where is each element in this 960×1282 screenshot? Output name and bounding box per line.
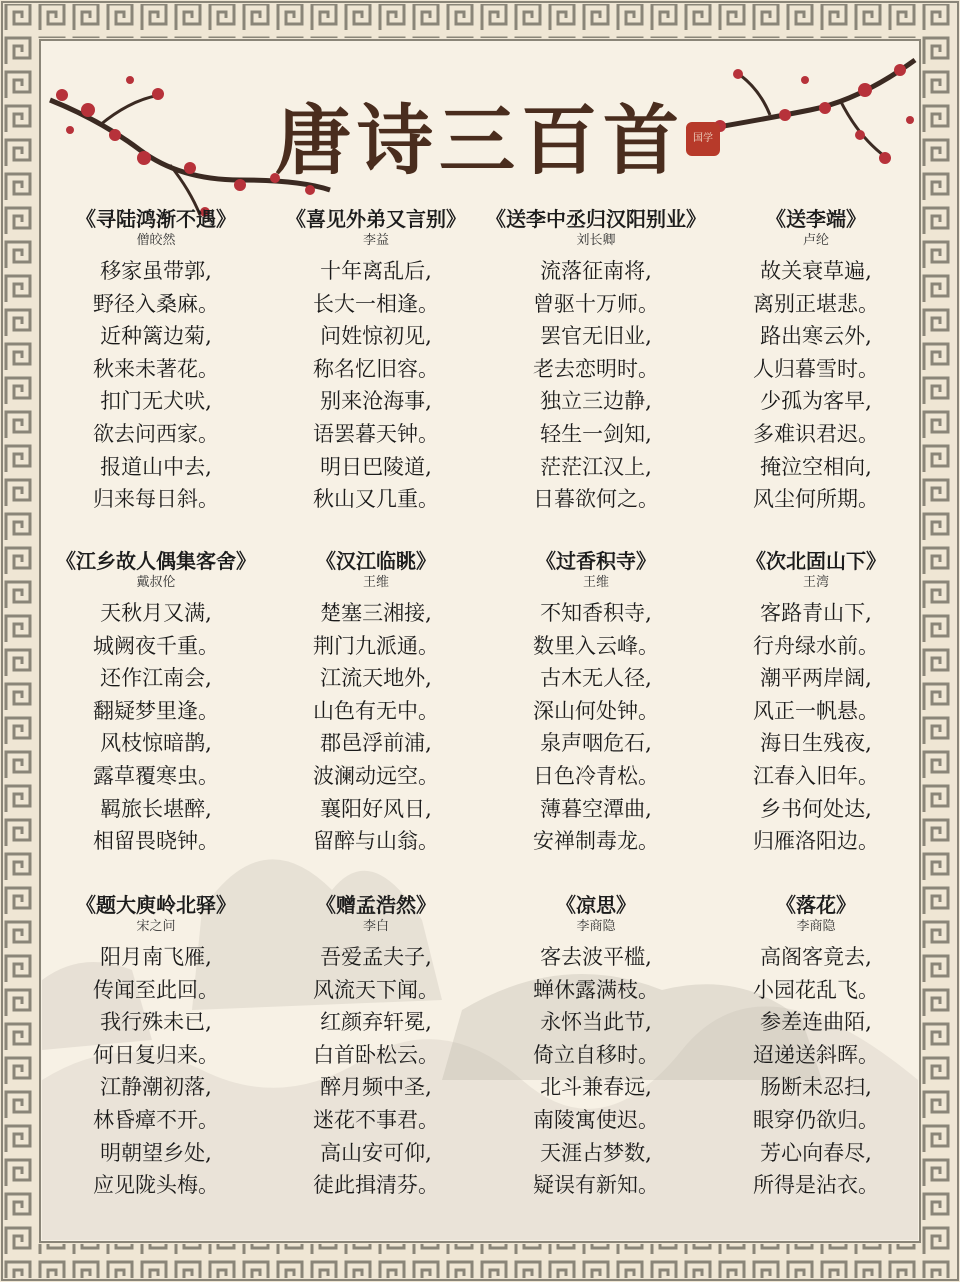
poem-line: 还作江南会, [100,666,212,691]
poem-line: 翻疑梦里逢。 [93,698,219,723]
poem-author: 李商隐 [576,919,616,934]
poem-author: 王维 [362,575,389,590]
poem-line: 客去波平槛, [540,945,652,969]
poem-card [476,892,716,1202]
poem-line: 徒此揖清芬。 [313,1173,439,1198]
poem-title: 《送李中丞归汉阳别业》 [486,207,706,231]
poem-line: 曾驱十万师。 [533,291,659,316]
poem-line: 数里入云峰。 [533,633,659,658]
poem-author: 李商隐 [796,919,836,934]
poem-author: 宋之问 [136,919,176,934]
poem-line: 老去恋明时。 [533,356,659,381]
poem-line: 羁旅长堪醉, [100,796,212,821]
poem-lines [696,941,936,1202]
poem-line: 十年离乱后, [320,259,432,283]
poem-line: 波澜动远空。 [313,763,439,788]
poem-line: 日暮欲何之。 [533,487,659,512]
poem-line: 风枝惊暗鹊, [100,731,212,756]
poem-line: 掩泣空相向, [760,454,872,479]
poem-line: 路出寒云外, [760,324,872,349]
poem-line: 肠断未忍扫, [760,1075,872,1100]
poem-title: 《喜见外弟又言别》 [286,207,466,231]
poem-line: 江静潮初落, [100,1075,212,1100]
poem-line: 茫茫江汉上, [540,454,652,479]
poem-line: 海日生残夜, [760,731,872,756]
poem-line: 不知香积寺, [540,601,652,625]
poem-line: 所得是沾衣。 [753,1173,879,1198]
poem-line: 深山何处钟。 [533,698,659,723]
poem-author: 李益 [362,233,389,248]
poem-lines [476,941,716,1202]
poem-lines [256,941,496,1202]
poem-line: 野径入桑麻。 [93,291,219,316]
poem-line: 长大一相逢。 [313,291,439,316]
poem-line: 林昏瘴不开。 [93,1107,219,1132]
poem-line: 相留畏晓钟。 [93,829,219,854]
poem-line: 楚塞三湘接, [320,601,432,625]
page-title: 唐诗三百首 [275,96,685,185]
poem-line: 醉月频中圣, [320,1075,432,1100]
poem-card [36,206,276,516]
poem-line: 襄阳好风日, [320,796,432,821]
poem-line: 风流天下闻。 [313,977,439,1002]
poem-line: 何日复归来。 [93,1042,219,1067]
poem-line: 轻生一剑知, [540,421,652,446]
poem-title: 《过香积寺》 [536,549,656,573]
poem-line: 城阙夜千重。 [93,633,219,658]
poem-line: 高山安可仰, [320,1140,432,1165]
poem-line: 近种篱边菊, [100,324,212,349]
poem-author: 刘长卿 [576,233,616,248]
poem-line: 荆门九派通。 [313,633,439,658]
poem-line: 眼穿仍欲归。 [753,1107,879,1132]
poem-lines [256,255,496,516]
poem-line: 离别正堪悲。 [753,291,879,316]
poem-title: 《寻陆鸿渐不遇》 [76,207,236,231]
poem-line: 明朝望乡处, [100,1140,212,1165]
poem-lines [36,597,276,858]
poem-title: 《凉思》 [556,893,636,917]
poem-author: 王湾 [802,575,829,590]
poem-line: 安禅制毒龙。 [533,829,659,854]
poem-line: 疑误有新知。 [533,1173,659,1198]
poem-card [36,548,276,858]
poem-title: 《送李端》 [766,207,866,231]
poem-line: 称名忆旧容。 [313,356,439,381]
poem-line: 倚立自移时。 [533,1042,659,1067]
red-seal-stamp: 国学 [686,122,720,156]
poem-line: 独立三边静, [540,389,652,414]
poem-lines [696,255,936,516]
poem-line: 故关衰草遍, [760,259,872,283]
poem-line: 归来每日斜。 [93,487,219,512]
poem-author: 僧皎然 [136,233,176,248]
poem-author: 戴叔伦 [136,575,176,590]
poem-lines [36,255,276,516]
poem-title: 《次北固山下》 [746,549,886,573]
poem-author: 卢纶 [802,233,829,248]
poem-line: 移家虽带郭, [100,259,212,283]
poem-line: 迢递送斜晖。 [753,1042,879,1067]
poem-line: 多难识君迟。 [753,421,879,446]
poem-line: 泉声咽危石, [540,731,652,756]
poem-line: 潮平两岸阔, [760,666,872,691]
poem-line: 天涯占梦数, [540,1140,652,1165]
poem-line: 行舟绿水前。 [753,633,879,658]
poem-line: 郡邑浮前浦, [320,731,432,756]
poem-line: 少孤为客早, [760,389,872,414]
poem-line: 高阁客竟去, [760,945,872,969]
poem-line: 阳月南飞雁, [100,945,212,969]
poem-line: 薄暮空潭曲, [540,796,652,821]
poem-line: 日色冷青松。 [533,763,659,788]
poem-line: 明日巴陵道, [320,454,432,479]
poem-line: 永怀当此节, [540,1010,652,1035]
poem-line: 报道山中去, [100,454,212,479]
poem-lines [476,597,716,858]
poem-lines [36,941,276,1202]
poem-line: 扣门无犬吠, [100,389,212,414]
poem-title: 《赠孟浩然》 [316,893,436,917]
poem-line: 应见陇头梅。 [93,1173,219,1198]
poem-card [476,206,716,516]
poem-card [36,892,276,1202]
poem-line: 北斗兼春远, [540,1075,652,1100]
poem-card [256,548,496,858]
poem-author: 李白 [362,919,389,934]
poem-line: 流落征南将, [540,259,652,283]
poem-card [256,206,496,516]
poem-title: 《落花》 [776,893,856,917]
poem-line: 罢官无旧业, [540,324,652,349]
poem-card [696,206,936,516]
poem-line: 芳心向春尽, [760,1140,872,1165]
poem-line: 归雁洛阳边。 [753,829,879,854]
poem-card [696,548,936,858]
poem-line: 吾爱孟夫子, [320,945,432,969]
poem-line: 参差连曲陌, [760,1010,872,1035]
poem-line: 南陵寓使迟。 [533,1107,659,1132]
poem-line: 红颜弃轩冕, [320,1010,432,1035]
poem-line: 古木无人径, [540,666,652,691]
poem-line: 江流天地外, [320,666,432,691]
poem-lines [476,255,716,516]
poem-title: 《江乡故人偶集客舍》 [56,549,256,573]
poem-lines [696,597,936,858]
poem-line: 风正一帆悬。 [753,698,879,723]
poem-card [476,548,716,858]
poem-line: 别来沧海事, [320,389,432,414]
poem-line: 传闻至此回。 [93,977,219,1002]
poem-line: 人归暮雪时。 [753,356,879,381]
poem-line: 秋来未著花。 [93,356,219,381]
poem-author: 王维 [582,575,609,590]
poem-line: 秋山又几重。 [313,487,439,512]
poem-line: 乡书何处达, [760,796,872,821]
poem-line: 我行殊未已, [100,1010,212,1035]
poem-line: 露草覆寒虫。 [93,763,219,788]
poem-line: 留醉与山翁。 [313,829,439,854]
poem-line: 蝉休露满枝。 [533,977,659,1002]
poem-title: 《题大庾岭北驿》 [76,893,236,917]
poem-line: 白首卧松云。 [313,1042,439,1067]
poem-line: 山色有无中。 [313,698,439,723]
poem-line: 江春入旧年。 [753,763,879,788]
poem-line: 客路青山下, [760,601,872,625]
poem-card [696,892,936,1202]
poem-line: 语罢暮天钟。 [313,421,439,446]
poem-line: 小园花乱飞。 [753,977,879,1002]
poem-line: 欲去问西家。 [93,421,219,446]
poem-line: 天秋月又满, [100,601,212,625]
poem-line: 迷花不事君。 [313,1107,439,1132]
poem-lines [256,597,496,858]
poem-card [256,892,496,1202]
poem-line: 问姓惊初见, [320,324,432,349]
poem-title: 《汉江临眺》 [316,549,436,573]
poem-line: 风尘何所期。 [753,487,879,512]
